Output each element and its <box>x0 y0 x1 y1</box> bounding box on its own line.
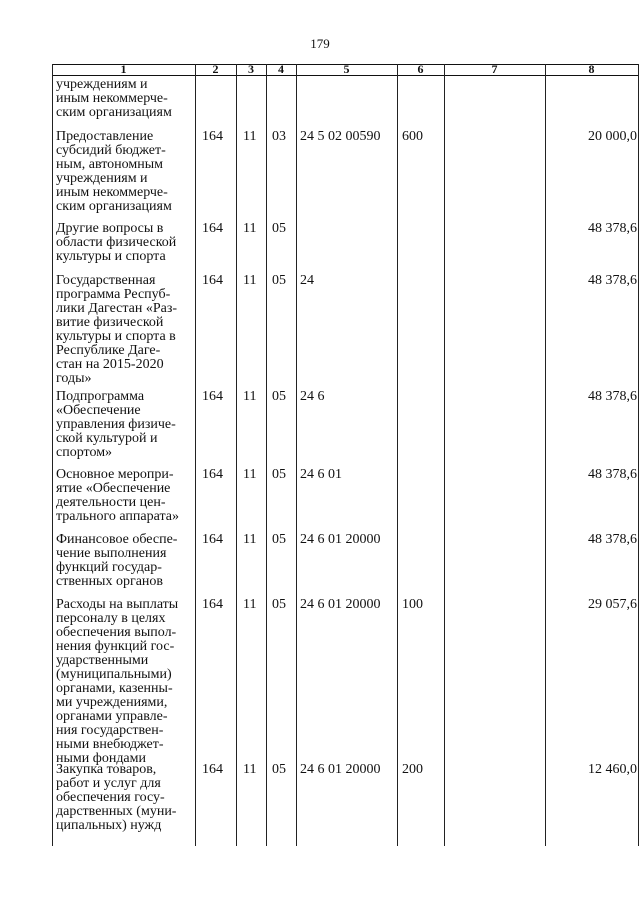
description-line: обеспечения госу- <box>56 790 165 805</box>
description-line: ской культурой и <box>56 431 158 446</box>
description-line: Основное меропри- <box>56 467 174 482</box>
description-line: Финансовое обеспе- <box>56 532 178 547</box>
column-divider <box>638 64 639 846</box>
description-line: витие физической <box>56 315 164 330</box>
ministry-code: 164 <box>202 597 223 612</box>
description-line: Государственная <box>56 273 156 288</box>
description-line: обеспечения выпол- <box>56 625 177 640</box>
amount: 48 378,6 <box>588 221 637 236</box>
description-line: Расходы на выплаты <box>56 597 179 612</box>
column-divider <box>236 64 237 846</box>
page-number: 179 <box>310 36 330 51</box>
description-line: функций государ- <box>56 560 162 575</box>
description-line: ными внебюджет- <box>56 737 164 752</box>
amount: 20 000,0 <box>588 129 637 144</box>
description-line: учреждениям и <box>56 171 148 186</box>
description-line: чение выполнения <box>56 546 167 561</box>
section-code: 11 <box>243 129 257 144</box>
row-description <box>56 78 194 120</box>
budget-table <box>52 64 639 846</box>
description-line: ским организациям <box>56 199 172 214</box>
section-code: 11 <box>243 762 257 777</box>
amount: 48 378,6 <box>588 532 637 547</box>
subsection-code: 05 <box>272 762 286 777</box>
subsection-code: 05 <box>272 597 286 612</box>
description-line: годы» <box>56 371 92 386</box>
expense-type-code: 100 <box>402 597 423 612</box>
description-line: культуры и спорта <box>56 249 166 264</box>
row-description <box>56 130 194 214</box>
section-code: 11 <box>243 389 257 404</box>
column-header: 6 <box>417 62 424 76</box>
description-line: иным некоммерче- <box>56 91 168 106</box>
target-article-code: 24 6 01 20000 <box>300 597 381 612</box>
section-code: 11 <box>243 273 257 288</box>
description-line: ударственными <box>56 653 149 668</box>
target-article-code: 24 6 01 20000 <box>300 762 381 777</box>
ministry-code: 164 <box>202 762 223 777</box>
description-line: работ и услуг для <box>56 776 161 791</box>
target-article-code: 24 <box>300 273 314 288</box>
amount: 48 378,6 <box>588 389 637 404</box>
description-line: ципальных) нужд <box>56 818 162 833</box>
description-line: спортом» <box>56 445 113 460</box>
description-line: ственных органов <box>56 574 164 589</box>
description-line: органами, казенны- <box>56 681 173 696</box>
description-line: Республике Даге- <box>56 343 161 358</box>
column-header: 2 <box>212 62 219 76</box>
description-line: Закупка товаров, <box>56 762 157 777</box>
amount: 48 378,6 <box>588 467 637 482</box>
section-code: 11 <box>243 221 257 236</box>
target-article-code: 24 6 01 20000 <box>300 532 381 547</box>
subsection-code: 05 <box>272 467 286 482</box>
description-line: деятельности цен- <box>56 495 166 510</box>
description-line: стан на 2015-2020 <box>56 357 164 372</box>
row-description <box>56 468 194 524</box>
row-description <box>56 390 194 460</box>
ministry-code: 164 <box>202 129 223 144</box>
description-line: учреждениям и <box>56 77 148 92</box>
expense-type-code: 200 <box>402 762 423 777</box>
description-line: дарственных (муни- <box>56 804 177 819</box>
column-header: 5 <box>343 62 350 76</box>
description-line: Предоставление <box>56 129 154 144</box>
ministry-code: 164 <box>202 389 223 404</box>
amount: 12 460,0 <box>588 762 637 777</box>
target-article-code: 24 5 02 00590 <box>300 129 381 144</box>
description-line: ным, автономным <box>56 157 164 172</box>
description-line: культуры и спорта в <box>56 329 176 344</box>
description-line: органами управле- <box>56 709 168 724</box>
target-article-code: 24 6 <box>300 389 325 404</box>
column-divider <box>397 64 398 846</box>
description-line: ными фондами <box>56 751 147 766</box>
amount: 29 057,6 <box>588 597 637 612</box>
description-line: иным некоммерче- <box>56 185 168 200</box>
subsection-code: 05 <box>272 532 286 547</box>
description-line: Подпрограмма <box>56 389 145 404</box>
description-line: (муниципальными) <box>56 667 172 682</box>
description-line: Другие вопросы в <box>56 221 164 236</box>
row-description <box>56 222 194 264</box>
column-divider <box>296 64 297 846</box>
target-article-code: 24 6 01 <box>300 467 342 482</box>
row-description <box>56 598 194 766</box>
column-header: 8 <box>588 62 595 76</box>
column-header: 7 <box>491 62 498 76</box>
description-line: лики Дагестан «Раз- <box>56 301 178 316</box>
expense-type-code: 600 <box>402 129 423 144</box>
column-divider <box>545 64 546 846</box>
ministry-code: 164 <box>202 467 223 482</box>
section-code: 11 <box>243 597 257 612</box>
column-divider <box>52 64 53 846</box>
amount: 48 378,6 <box>588 273 637 288</box>
description-line: ятие «Обеспечение <box>56 481 171 496</box>
column-header: 3 <box>248 62 254 76</box>
description-line: ским организациям <box>56 105 172 120</box>
ministry-code: 164 <box>202 532 223 547</box>
subsection-code: 05 <box>272 221 286 236</box>
description-line: трального аппарата» <box>56 509 179 524</box>
description-line: программа Респуб- <box>56 287 171 302</box>
description-line: управления физиче- <box>56 417 176 432</box>
row-description <box>56 274 194 386</box>
description-line: ния государствен- <box>56 723 164 738</box>
description-line: нения функций гос- <box>56 639 175 654</box>
column-divider <box>444 64 445 846</box>
description-line: персоналу в целях <box>56 611 166 626</box>
subsection-code: 05 <box>272 389 286 404</box>
column-header: 1 <box>120 62 127 76</box>
description-line: ми учреждениями, <box>56 695 168 710</box>
column-divider <box>195 64 196 846</box>
subsection-code: 03 <box>272 129 286 144</box>
section-code: 11 <box>243 467 257 482</box>
ministry-code: 164 <box>202 221 223 236</box>
subsection-code: 05 <box>272 273 286 288</box>
column-header: 4 <box>278 62 284 76</box>
description-line: области физической <box>56 235 177 250</box>
description-line: «Обеспечение <box>56 403 141 418</box>
section-code: 11 <box>243 532 257 547</box>
ministry-code: 164 <box>202 273 223 288</box>
column-divider <box>266 64 267 846</box>
row-description <box>56 763 194 833</box>
description-line: субсидий бюджет- <box>56 143 166 158</box>
row-description <box>56 533 194 589</box>
